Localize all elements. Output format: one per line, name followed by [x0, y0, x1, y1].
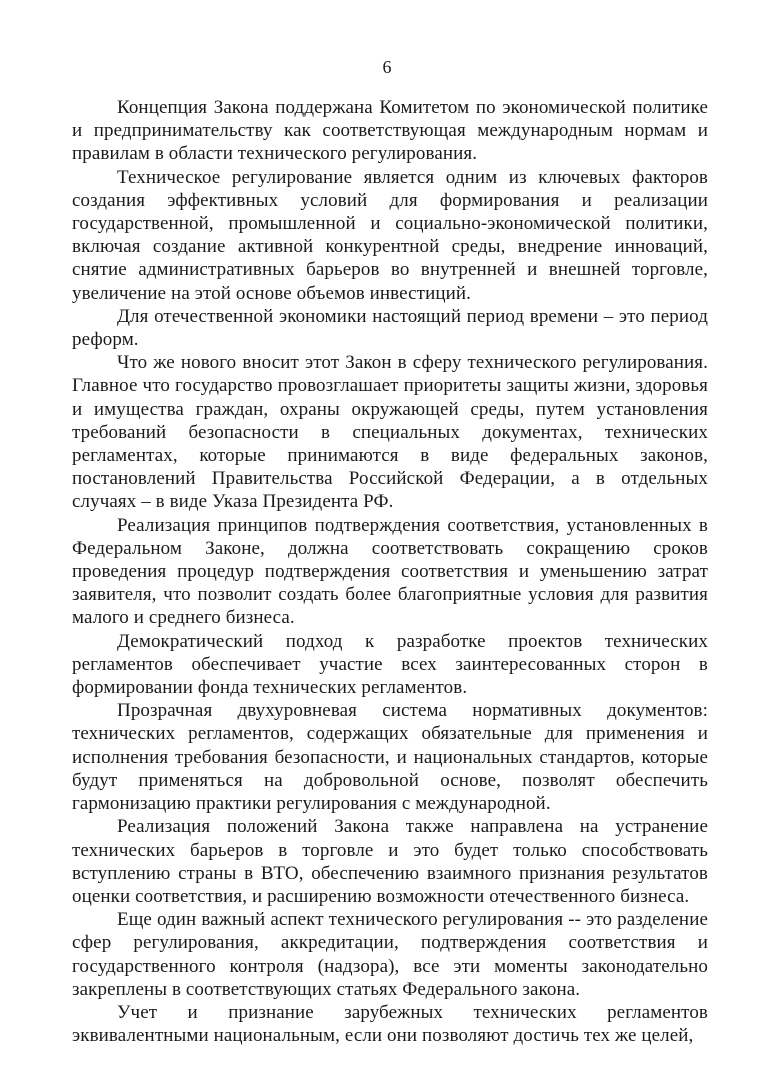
document-body: [72, 96, 708, 1047]
paragraph: Прозрачная двухуровневая система нормативных документов: технических регламентов, содержащих обязательные для применения и исполнения требования безопасности, и национальных стандартов, которые будут применяться на добровольной основе, позволят обеспечить гармонизацию практики регулирования с международной.: [72, 700, 708, 815]
paragraph: Для отечественной экономики настоящий период времени – это период реформ.: [72, 305, 708, 351]
paragraph: Учет и признание зарубежных технических регламентов эквивалентными национальным, если они позволяют достичь тех же целей,: [72, 1001, 708, 1047]
paragraph: Техническое регулирование является одним из ключевых факторов создания эффективных условий для формирования и реализации государственной, промышленной и социально-экономической политики, включая создание активной конкурентной среды, внедрение инноваций, снятие административных барьеров во внутренней и внешней торговле, увеличение на этой основе объемов инвестиций.: [72, 166, 708, 304]
paragraph: Реализация положений Закона также направлена на устранение технических барьеров в торговле и это будет только способствовать вступлению страны в ВТО, обеспечению взаимного признания результатов оценки соответствия, и расширению возможности отечественного бизнеса.: [72, 816, 708, 907]
paragraph: Концепция Закона поддержана Комитетом по экономической политике и предпринимательству как соответствующая международным нормам и правилам в области технического регулирования.: [72, 97, 708, 165]
paragraph: Реализация принципов подтверждения соответствия, установленных в Федеральном Законе, должна соответствовать сокращению сроков проведения процедур подтверждения соответствия и уменьшению затрат заявителя, что позволит создать более благоприятные условия для развития малого и среднего бизнеса.: [72, 514, 708, 629]
paragraph: Еще один важный аспект технического регулирования -- это разделение сфер регулирования, аккредитации, подтверждения соответствия и государственного контроля (надзора), все эти моменты законодательно закреплены в соответствующих статьях Федерального закона.: [72, 909, 708, 1000]
paragraph: Демократический подход к разработке проектов технических регламентов обеспечивает участие всех заинтересованных сторон в формировании фонда технических регламентов.: [72, 630, 708, 699]
paragraph: Что же нового вносит этот Закон в сферу технического регулирования. Главное что государство провозглашает приоритеты защиты жизни, здоровья и имущества граждан, охраны окружающей среды, путем установления требований безопасности в специальных документах, технических регламентах, которые принимаются в виде федеральных законов, постановлений Правительства Российской Федерации, а в отдельных случаях – в виде Указа Президента РФ.: [72, 352, 708, 513]
page-number: 6: [382, 57, 392, 77]
